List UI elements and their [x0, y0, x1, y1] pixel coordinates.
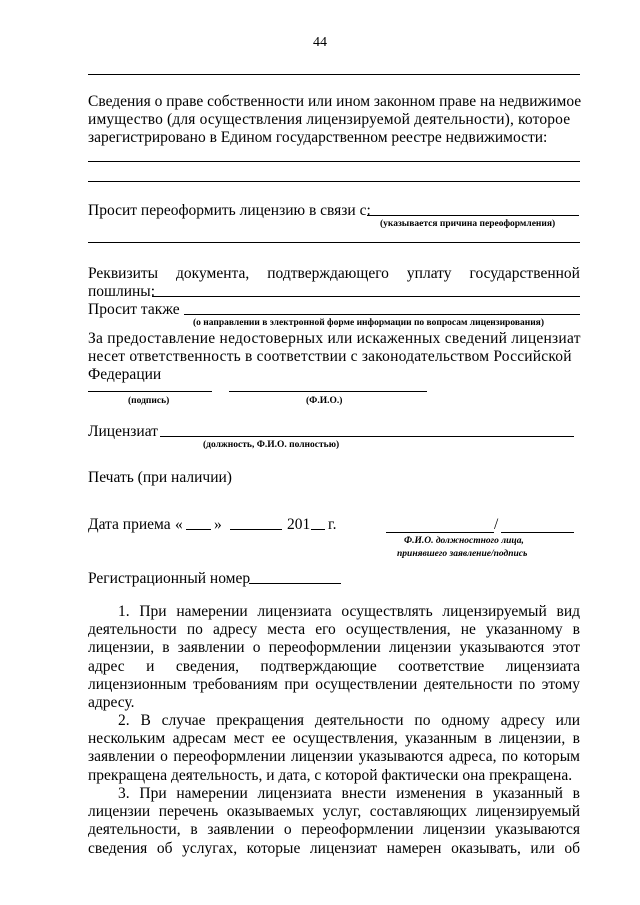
receipt-day-field[interactable] — [186, 529, 211, 530]
property-line-3: зарегистрировано в Едином государственном реестре недвижимости: — [88, 129, 548, 146]
note-line: лицензии, в заявлении о переоформлении лицензии указываются этот — [88, 639, 580, 657]
property-line-2: имущество (для осуществления лицензируемой деятельности), которое — [88, 111, 571, 128]
property-field-line-1[interactable] — [88, 161, 580, 162]
property-line-1: Сведения о праве собственности или ином законном праве на недвижимое — [88, 93, 582, 110]
also-field[interactable] — [184, 314, 580, 315]
licensee-field[interactable] — [160, 436, 574, 437]
note-line: лицензионным требованиям при осуществлении деятельности по этому — [88, 675, 580, 693]
seal-label: Печать (при наличии) — [88, 469, 232, 486]
fee-word: документа, — [176, 265, 250, 282]
receipt-year-field[interactable] — [311, 529, 325, 530]
note-line: 2. В случае прекращения деятельности по одному адресу или — [118, 712, 580, 729]
note-line: прекращена деятельность, и дата, с которой фактически она прекращена. — [88, 766, 573, 784]
note-line: адресу. — [88, 693, 135, 711]
note-line: адрес и сведения, подтверждающие соответствие лицензиата — [88, 657, 580, 675]
liability-line-2: несет ответственность в соответствии с законодательством Российской — [88, 348, 572, 365]
reissue-reason-field[interactable] — [367, 215, 579, 216]
reissue-caption: (указывается причина переоформления) — [380, 219, 556, 229]
fee-word: уплату — [406, 265, 452, 282]
property-field-line-2[interactable] — [88, 181, 580, 182]
also-label: Просит также — [88, 301, 180, 318]
receipt-close-quote: » — [214, 516, 222, 533]
official-slash: / — [494, 516, 499, 533]
top-rule — [88, 74, 580, 75]
note-line: нескольким адресам мест ее осуществления, указанным в лицензии, в — [88, 730, 580, 748]
official-caption-2: принявшего заявление/подпись — [397, 549, 528, 559]
official-caption-1: Ф.И.О. должностного лица, — [404, 536, 524, 546]
name-caption: (Ф.И.О.) — [306, 396, 343, 406]
reissue-field-line-2[interactable] — [88, 242, 580, 243]
note-line: 1. При намерении лицензиата осуществлять лицензируемый вид — [118, 603, 580, 620]
receipt-open-quote: « — [175, 516, 183, 533]
fee-field[interactable] — [152, 296, 580, 297]
official-signature-field[interactable] — [501, 532, 574, 533]
signature-field[interactable] — [88, 391, 212, 392]
note-line: сведения об услугах, которые лицензиат намерен оказывать, или об — [88, 839, 580, 857]
receipt-year-suffix: г. — [328, 516, 337, 533]
liability-line-1: За предоставление недостоверных или искаженных сведений лицензиат — [88, 330, 581, 347]
signature-caption: (подпись) — [128, 396, 170, 406]
page-number: 44 — [313, 35, 327, 50]
fee-line-1 — [88, 265, 580, 283]
receipt-label: Дата приема — [88, 516, 171, 533]
receipt-month-field[interactable] — [230, 529, 282, 530]
note-3 — [88, 785, 580, 858]
fee-word: государственной — [469, 265, 580, 282]
note-line: лицензии перечень оказываемых услуг, составляющих лицензируемый — [88, 803, 580, 821]
fee-line-2: пошлины: — [88, 283, 156, 300]
note-2 — [88, 712, 580, 785]
licensee-caption: (должность, Ф.И.О. полностью) — [203, 440, 340, 450]
registration-field[interactable] — [249, 583, 341, 584]
note-line: деятельности, в заявлении о переоформлении лицензии указываются — [88, 821, 580, 839]
registration-label: Регистрационный номер — [88, 570, 251, 587]
also-caption: (о направлении в электронной форме информации по вопросам лицензирования) — [193, 318, 544, 328]
reissue-label: Просит переоформить лицензию в связи с: — [88, 202, 371, 219]
note-line: деятельности по адресу места его осуществления, не указанному в — [88, 621, 580, 639]
official-name-field[interactable] — [386, 532, 494, 533]
liability-line-3: Федерации — [88, 366, 162, 383]
licensee-label: Лицензиат — [88, 423, 158, 440]
note-line: заявлении о переоформлении лицензии указываются адреса, по которым — [88, 748, 580, 766]
fee-word: Реквизиты — [88, 265, 159, 282]
note-1 — [88, 603, 580, 712]
receipt-year-prefix: 201 — [287, 516, 311, 533]
name-field[interactable] — [229, 391, 427, 392]
note-line: 3. При намерении лицензиата внести изменения в указанный в — [118, 785, 580, 802]
fee-word: подтверждающего — [267, 265, 389, 282]
